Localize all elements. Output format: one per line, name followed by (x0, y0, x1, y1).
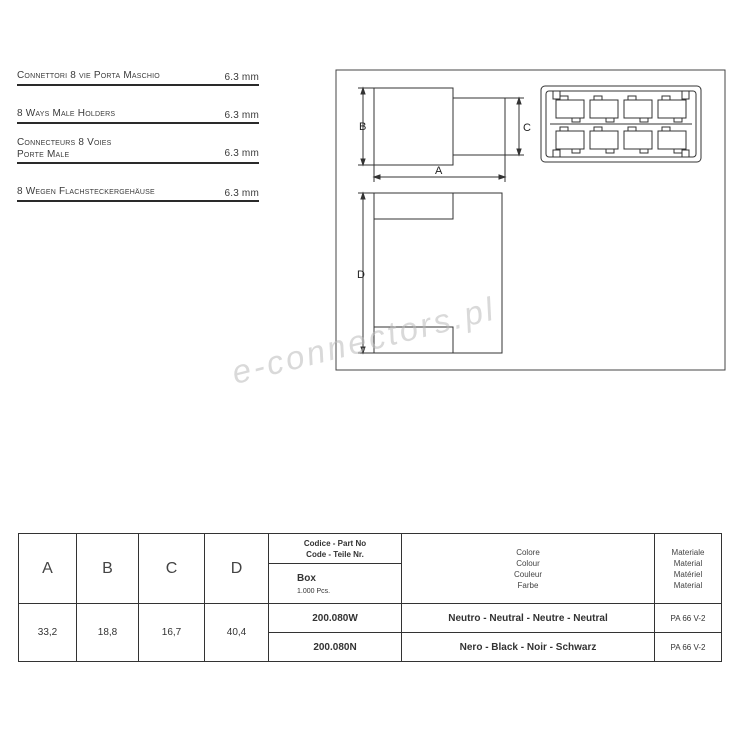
spec-table (18, 533, 722, 662)
header-b: B (77, 534, 139, 604)
cavity (658, 131, 686, 149)
cavity (590, 131, 618, 149)
header-material-fr: Matériel (673, 569, 703, 579)
header-c: C (139, 534, 205, 604)
header-colour-it: Colore (516, 547, 540, 557)
description-size: 6.3 mm (224, 188, 259, 199)
cavity (590, 100, 618, 118)
dim-label-d: D (357, 269, 365, 281)
header-colour-en: Colour (516, 558, 540, 568)
header-colour-de: Farbe (517, 580, 539, 590)
colour-value: Neutro - Neutral - Neutre - Neutral (402, 604, 655, 633)
description-size: 6.3 mm (224, 110, 259, 121)
table-header-row (19, 534, 722, 564)
watermark: e-connectors.pl (228, 289, 500, 391)
value-a: 33,2 (19, 604, 77, 662)
dim-label-c: C (523, 122, 531, 134)
description-size: 6.3 mm (224, 72, 259, 83)
cavity (624, 100, 652, 118)
header-code-line2: Code - Teile Nr. (306, 549, 364, 559)
header-colour-fr: Couleur (513, 569, 542, 579)
value-b: 18,8 (77, 604, 139, 662)
header-material-de: Material (673, 580, 703, 590)
material-value: PA 66 V-2 (655, 604, 722, 633)
box-label: Box (297, 572, 316, 584)
table-row (19, 604, 722, 633)
box-quantity: 1.000 Pcs. (297, 587, 331, 595)
header-d: D (205, 534, 269, 604)
description-name: 8 Wegen Flachsteckergehäuse (17, 186, 155, 197)
header-colour (402, 534, 655, 604)
cavity (658, 100, 686, 118)
part-code: 200.080N (269, 633, 402, 662)
cavity (556, 131, 584, 149)
description-size: 6.3 mm (224, 148, 259, 159)
header-material-it: Materiale (671, 547, 705, 557)
material-value: PA 66 V-2 (655, 633, 722, 662)
header-a: A (19, 534, 77, 604)
header-code-line1: Codice - Part No (303, 538, 367, 548)
description-name-line2: Porte Male (17, 149, 70, 160)
front-view (541, 86, 701, 162)
header-material-en: Material (673, 558, 703, 568)
value-d: 40,4 (205, 604, 269, 662)
header-material (655, 534, 722, 604)
dim-label-b: B (359, 121, 367, 133)
colour-value: Nero - Black - Noir - Schwarz (402, 633, 655, 662)
cavity (624, 131, 652, 149)
header-code (269, 534, 402, 564)
description-name: Connettori 8 vie Porta Maschio (17, 70, 160, 81)
description-name-line1: Connecteurs 8 Voies (17, 137, 112, 148)
cavity (556, 100, 584, 118)
value-c: 16,7 (139, 604, 205, 662)
dim-label-a: A (435, 165, 443, 177)
header-box (269, 564, 402, 604)
part-code: 200.080W (269, 604, 402, 633)
description-name: 8 Ways Male Holders (17, 108, 116, 119)
